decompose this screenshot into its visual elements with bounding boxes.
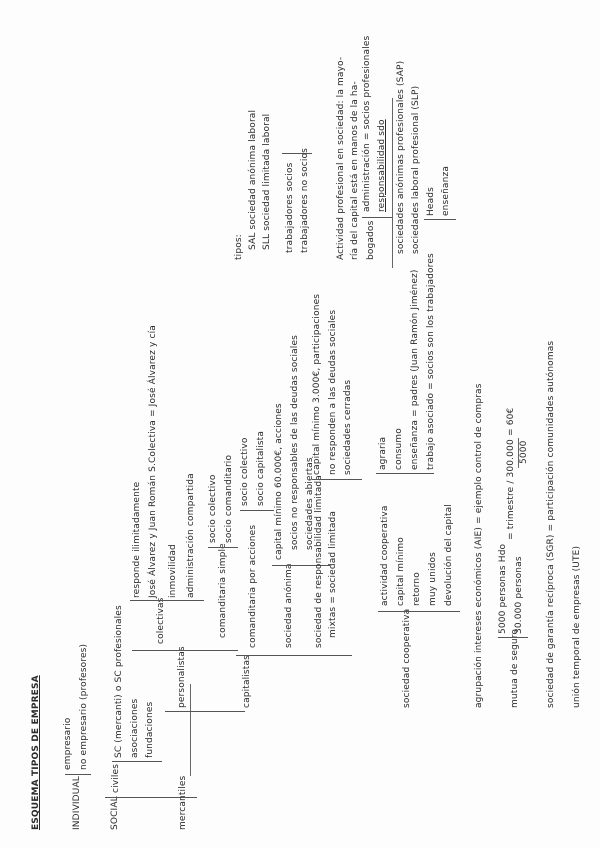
tipos-item: SAL sociedad anónima laboral [248, 109, 258, 250]
profesional-line: bogados [366, 220, 376, 260]
ute-line: unión temporal de empresas (UTE) [572, 545, 582, 708]
civiles-item: fundaciones [145, 701, 155, 758]
personalistas-brace [132, 650, 238, 651]
mercantiles-label: mercantiles [178, 775, 188, 830]
capitalistas-brace [236, 655, 352, 656]
comanditaria-acciones-brace [240, 510, 274, 511]
srl-label-2: mixtas = sociedad limitada [328, 510, 338, 638]
mutua-formula-denominator: 5000 [519, 440, 529, 464]
profesional-ejemplo: enseñanza [441, 166, 451, 216]
cooperativa-label: sociedad cooperativa [402, 608, 412, 708]
civiles-brace [112, 761, 162, 762]
mutua-item: 30.000 personas [514, 556, 524, 634]
sociedad-anonima-item: capital mínimo 60.000€, acciones [274, 403, 284, 560]
individual-item: no empresario (profesores) [79, 643, 89, 770]
mutua-formula: = trimestre / 300.000 [506, 439, 516, 540]
profesional-ejemplo: Heads [426, 187, 436, 216]
profesional-line: administración = socios profesionales [362, 35, 372, 212]
srl-item: capital mínimo 3.000€, participaciones [312, 293, 322, 475]
cooperativa-item: muy unidos [428, 552, 438, 606]
cooperativa-brace [378, 611, 460, 612]
sociedad-anonima-item: socios no responsables de las deudas sociales [290, 335, 300, 550]
cooperativa-item: retorno [412, 572, 422, 606]
trabajadores-item: trabajadores socios [285, 162, 295, 253]
cooperativa-actividad: consumo [394, 428, 404, 470]
cooperativa-item: capital mínimo [396, 537, 406, 606]
comanditaria-simple-label: comanditaria simple [218, 543, 228, 638]
colectivas-label: colectivas [156, 597, 166, 644]
profesional-line: responsabilidad sdo [377, 119, 387, 212]
sgr-line: sociedad de garantía recíproca (SGR) = participación comunidades autónomas [546, 340, 556, 708]
comanditaria-acciones-item: socio capitalista [256, 430, 266, 506]
individual-label: INDIVIDUAL [72, 776, 82, 830]
cooperativa-item: actividad cooperativa [380, 505, 390, 606]
srl-item: sociedades cerradas [343, 379, 353, 475]
mercantiles-line [190, 684, 191, 776]
cooperativa-actividad: enseñanza = padres (Juan Ramón Jiménez) [410, 269, 420, 470]
page-title: ESQUEMA TIPOS DE EMPRESA [31, 675, 41, 830]
capitalistas-label: capitalistas [242, 655, 252, 708]
mutua-brace [498, 637, 528, 638]
tipos-item: SLL sociedad limitada laboral [262, 113, 272, 250]
aie-line: agrupación intereses económicos (AIE) = ejemplo control de compras [474, 383, 484, 708]
mutua-formula-end: = 60€ [506, 407, 516, 436]
cooperativa-item: devolución del capital [444, 504, 454, 606]
profesional-tipo: sociedades anónimas profesionales (SAP) [396, 60, 406, 254]
cooperativa-actividad: trabajo asociado = socios son los trabajadores [426, 253, 436, 470]
individual-item: empresario [63, 717, 73, 770]
mercantiles-brace [165, 711, 245, 712]
comanditaria-acciones-item: socio colectivo [240, 437, 250, 506]
colectivas-brace [130, 600, 204, 601]
mutua-item: 5000 personas Hdo [498, 543, 508, 634]
civiles-item: asociaciones [130, 698, 140, 758]
comanditaria-simple-item: socio comanditario [224, 454, 234, 543]
sociedad-anonima-item: sociedades abiertas [305, 457, 315, 550]
profesional-divider [392, 98, 393, 268]
colectivas-item: administración compartida [186, 473, 196, 598]
social-label: SOCIAL [110, 796, 120, 830]
cooperativa-actividades-brace [376, 473, 434, 474]
srl-label: sociedad de responsabilidad limitada [314, 475, 324, 648]
civiles-item: SC (mercanti) o SC profesionales [114, 605, 124, 758]
mutua-label: mutua de seguro [510, 628, 520, 708]
profesional-line: Actividad profesional en sociedad: la mayo- [336, 56, 346, 260]
trabajadores-item: trabajadores no socios [300, 147, 310, 253]
colectivas-item: responde ilimitadamente [132, 481, 142, 598]
individual-brace [65, 774, 91, 775]
profesional-brace [362, 217, 392, 218]
srl-item: no responden a las deudas sociales [328, 309, 338, 475]
civiles-label: civiles [111, 763, 121, 793]
profesional-tipo: sociedades laboral profesional (SLP) [411, 85, 421, 254]
profesional-line: ría del capital está en manos de la ha- [350, 81, 360, 260]
colectivas-item: José Álvarez y Juan Román S.Colectiva = José Álvarez y cía [148, 325, 158, 598]
cooperativa-actividad: agraria [378, 436, 388, 470]
comanditaria-acciones-label: comanditaria por acciones [248, 524, 258, 648]
tipos-label: tipos: [234, 234, 244, 260]
profesional-ejemplos-brace [424, 219, 456, 220]
comanditaria-simple-brace [208, 547, 238, 548]
sociedad-anonima-label: sociedad anónima [284, 563, 294, 648]
personalistas-label: personalistas [177, 646, 187, 708]
srl-brace [312, 479, 362, 480]
comanditaria-simple-item: socio colectivo [208, 474, 218, 543]
colectivas-item: inmovilidad [168, 544, 178, 598]
